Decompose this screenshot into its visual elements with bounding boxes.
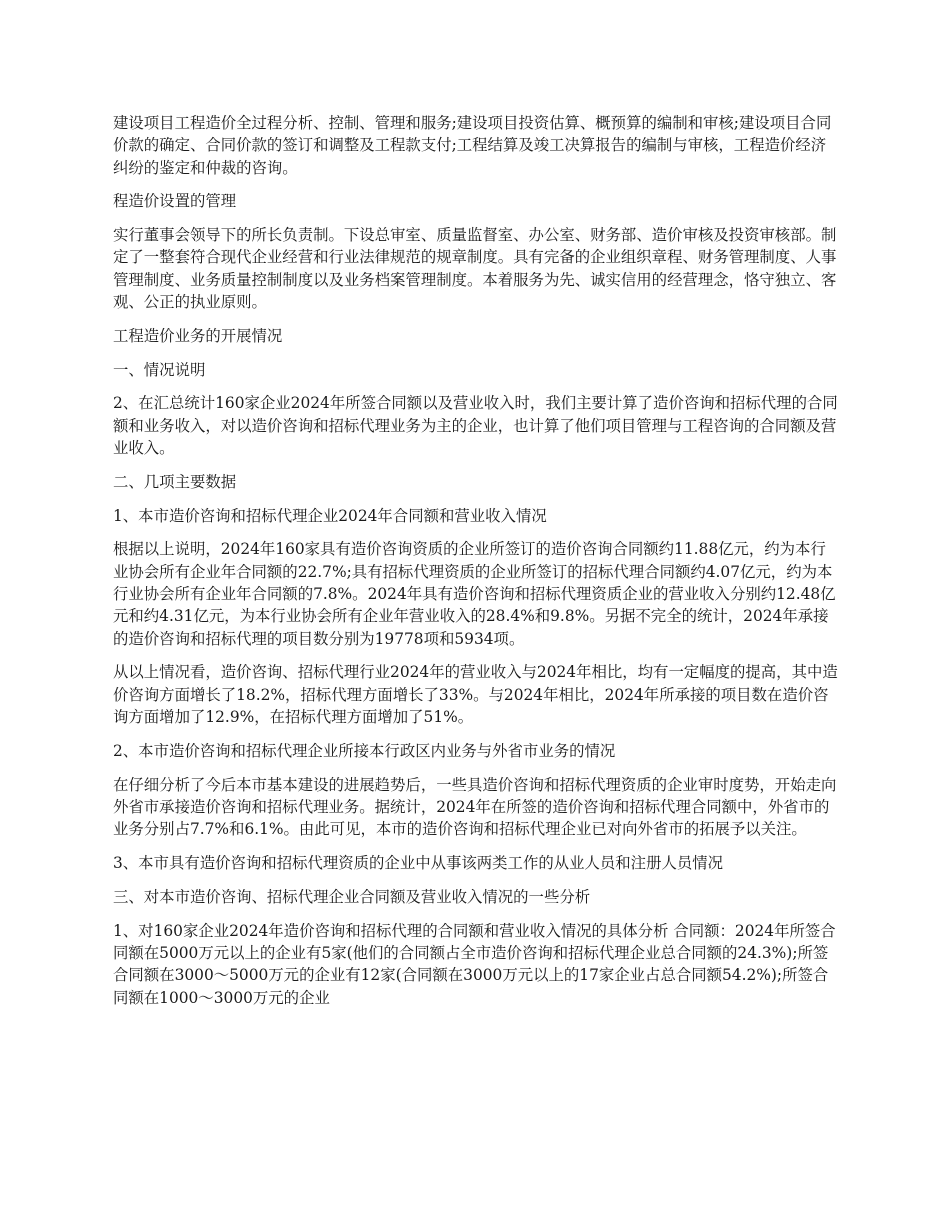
heading-analysis: 三、对本市造价咨询、招标代理企业合同额及营业收入情况的一些分析 (113, 887, 591, 906)
paragraph-growth-comparison: 从以上情况看，造价咨询、招标代理行业2024年的营业收入与2024年相比，均有一定幅度的提高，其中造价咨询方面增长了18.2%，招标代理方面增长了33%。与2024年相比，2024年所承接的项目数在造价咨询方面增加了12.9%，在招标代理方面增加了51%。 (113, 663, 838, 727)
heading-situation-description: 一、情况说明 (113, 360, 206, 379)
heading-local-vs-external: 2、本市造价咨询和招标代理企业所接本行政区内业务与外省市业务的情况 (113, 741, 616, 760)
paragraph-statistics-note: 2、在汇总统计160家企业2024年所签合同额以及营业收入时，我们主要计算了造价咨询和招标代理的合同额和业务收入，对以造价咨询和招标代理业务为主的企业，也计算了他们项目管理与工程咨询的合同额及营业收入。 (113, 394, 838, 458)
heading-business-status: 工程造价业务的开展情况 (113, 326, 283, 345)
paragraph-scope: 建设项目工程造价全过程分析、控制、管理和服务;建设项目投资估算、概预算的编制和审核;建设项目合同价款的确定、合同价款的签订和调整及工程款支付;工程结算及竣工决算报告的编制与审核，工程造价经济纠纷的鉴定和仲裁的咨询。 (113, 114, 832, 177)
paragraph-management-structure: 实行董事会领导下的所长负责制。下设总审室、质量监督室、办公室、财务部、造价审核及投资审核部。制定了一整套符合现代企业经营和行业法律规范的规章制度。具有完备的企业组织章程、财务管理制度、人事管理制度、业务质量控制制度以及业务档案管理制度。本着服务为先、诚实信用的经营理念，恪守独立、客观、公正的执业原则。 (113, 226, 837, 312)
heading-personnel: 3、本市具有造价咨询和招标代理资质的企业中从事该两类工作的从业人员和注册人员情况 (113, 854, 724, 873)
paragraph-contract-figures: 根据以上说明，2024年160家具有造价咨询资质的企业所签订的造价咨询合同额约11.88亿元，约为本行业协会所有企业年合同额的22.7%;具有招标代理资质的企业所签订的招标代理合同额约4.07亿元，约为本行业协会所有企业年合同额的7.8%。2024年具有造价咨询和招标代理资质企业的营业收入分别约12.48亿元和约4.31亿元，为本行业协会所有企业年营业收入的28.4%和9.8%。另据不完全的统计，2024年承接的造价咨询和招标代理的项目数分别为19778项和5934项。 (113, 540, 836, 648)
heading-main-data: 二、几项主要数据 (113, 472, 237, 491)
heading-contract-revenue: 1、本市造价咨询和招标代理企业2024年合同额和营业收入情况 (113, 506, 547, 525)
paragraph-detailed-analysis: 1、对160家企业2024年造价咨询和招标代理的合同额和营业收入情况的具体分析 合同额：2024年所签合同额在5000万元以上的企业有5家(他们的合同额占全市造价咨询和招标代理企业总合同额的24.3%);所签合同额在3000～5000万元的企业有12家(合同额在3000万元以上的17家企业占总合同额54.2%);所签合同额在1000～3000万元的企业 (113, 921, 836, 1007)
heading-cost-management: 程造价设置的管理 (113, 192, 237, 211)
paragraph-external-business: 在仔细分析了今后本市基本建设的进展趋势后，一些具造价咨询和招标代理资质的企业审时度势，开始走向外省市承接造价咨询和招标代理业务。据统计，2024年在所签的造价咨询和招标代理合同额中，外省市的业务分别占7.7%和6.1%。由此可见，本市的造价咨询和招标代理企业已对向外省市的拓展予以关注。 (113, 775, 837, 839)
